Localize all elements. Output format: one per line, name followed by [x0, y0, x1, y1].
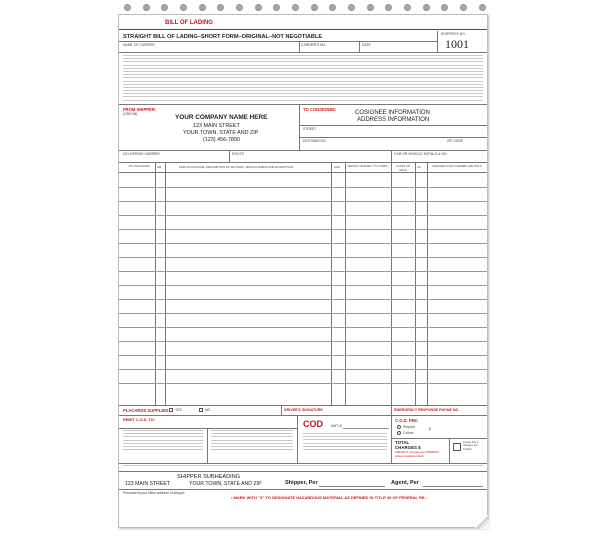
zip-code-label[interactable]: ZIP CODE	[447, 139, 463, 143]
form-title: STRAIGHT BILL OF LADING–SHORT FORM–ORIGINAL–NOT NEGOTIABLE	[123, 34, 323, 40]
emergency-phone-label[interactable]: EMERGENCY RESPONSE PHONE NO.	[394, 408, 460, 412]
cod-fee-prepaid[interactable]: Prepaid	[397, 425, 415, 429]
shipper-street: 123 MAIN STREET	[193, 123, 240, 129]
subheading-city: YOUR TOWN, STATE AND ZIP	[189, 481, 262, 487]
col-header-hm: HM	[157, 165, 162, 169]
placards-yes[interactable]: YES	[169, 408, 182, 412]
cod-amount-label[interactable]: AMT: $	[331, 424, 342, 428]
punch-hole	[161, 4, 168, 11]
punch-holes	[124, 4, 486, 14]
col-header-ck: CK	[417, 165, 421, 169]
shipper-phone: (123) 456-7890	[203, 137, 240, 143]
punch-hole	[385, 4, 392, 11]
punch-hole	[199, 4, 206, 11]
car-vehicle-label[interactable]: CAR OR VEHICLE INITIALS & NO.	[394, 152, 448, 156]
consignee-info-line1: COSIGNEE INFORMATION	[355, 110, 430, 116]
shipper-city: YOUR TOWN, STATE AND ZIP	[183, 130, 259, 136]
punch-hole	[255, 4, 262, 11]
placards-label: PLACARDS SUPPLIED	[123, 408, 169, 413]
punch-hole	[441, 4, 448, 11]
shippers-no-label: SHIPPER'S NO.	[441, 32, 466, 36]
table-row[interactable]	[119, 341, 487, 342]
punch-hole	[404, 4, 411, 11]
shipper-subheading: SHIPPER SUBHEADING	[177, 474, 241, 480]
shippers-number: 1001	[445, 37, 469, 51]
brand-rule	[119, 29, 487, 30]
freight-prepaid-note: FREIGHT charges are PREPAID unless marked collect.	[395, 450, 439, 458]
drivers-signature-label[interactable]: DRIVER'S SIGNATURE	[284, 408, 323, 412]
terms-fine-print	[123, 55, 483, 103]
table-row[interactable]	[119, 355, 487, 356]
shipper-company: YOUR COMPANY NAME HERE	[175, 114, 268, 121]
punch-hole	[180, 4, 187, 11]
shipment-note	[123, 430, 203, 452]
certification-text	[123, 465, 483, 468]
consignee-info-line2: ADDRESS INFORMATION	[357, 117, 430, 123]
punch-hole	[367, 4, 374, 11]
punch-hole	[460, 4, 467, 11]
col-header-chg: CHG	[334, 165, 341, 169]
table-row[interactable]	[119, 257, 487, 258]
freight-table[interactable]	[119, 162, 487, 405]
from-shipper-label: FROM SHIPPER:	[123, 107, 157, 112]
punch-hole	[329, 4, 336, 11]
route-label[interactable]: ROUTE	[232, 152, 244, 156]
permanent-address-label: Permanent post office address of shipper	[123, 491, 185, 495]
punch-hole	[143, 4, 150, 11]
col-header-weight: WEIGHT (SUBJECT TO CORR.)	[347, 164, 389, 168]
table-row[interactable]	[119, 313, 487, 314]
delivering-carrier-label[interactable]: DELIVERING CARRIER	[123, 152, 160, 156]
collect-charges-checkbox[interactable]	[453, 443, 461, 451]
punch-hole	[423, 4, 430, 11]
carriers-no-label[interactable]: CARRIER'S NO.	[301, 43, 327, 47]
agent-per-label[interactable]: Agent, Per	[391, 480, 419, 486]
yes-checkbox[interactable]	[169, 408, 173, 412]
punch-hole	[311, 4, 318, 11]
table-row[interactable]	[119, 271, 487, 272]
punch-hole	[348, 4, 355, 11]
table-row[interactable]	[119, 327, 487, 328]
punch-hole	[217, 4, 224, 11]
col-header-charges: CHARGES (FOR CARRIER USE ONLY)	[431, 164, 483, 168]
name-of-carrier-label[interactable]: NAME OF CARRIER	[123, 43, 155, 47]
punch-hole	[236, 4, 243, 11]
punch-hole	[479, 4, 486, 11]
subheading-street: 123 MAIN STREET	[125, 481, 170, 487]
shipper-per-label[interactable]: Shipper, Per	[285, 480, 318, 486]
declared-value-note	[211, 430, 293, 452]
cod-fee-label: C.O.D. FEE:	[395, 418, 419, 423]
date-label[interactable]: DATE	[362, 43, 371, 47]
table-row[interactable]	[119, 369, 487, 370]
consignee-street-label[interactable]: STREET	[303, 127, 317, 131]
collect-radio[interactable]	[397, 431, 401, 435]
table-row[interactable]	[119, 187, 487, 188]
remit-cod-label[interactable]: REMIT C.O.D. TO:	[123, 418, 155, 422]
prepaid-radio[interactable]	[397, 425, 401, 429]
table-row[interactable]	[119, 229, 487, 230]
form-brand: BILL OF LADING	[165, 20, 213, 26]
table-row[interactable]	[119, 201, 487, 202]
total-label: TOTAL	[395, 440, 410, 445]
bill-of-lading-form: BILL OF LADING STRAIGHT BILL OF LADING–SHORT FORM–ORIGINAL–NOT NEGOTIABLE SHIPPER'S NO. 1001 NAME OF CARRIER CARRIER'S NO. DATE FROM SHIPPER: (ORIGIN) YOUR COMPANY NAME HERE 123 MAIN STREET YOUR TOWN, STATE AND ZIP (123) 456-7890 TO CONSIGNEE: COSIGNEE INFORMATION ADDRESS INFORMATION STREET DESTINATION ZIP CODE DELIVERING CARRIER ROUTE CAR OR VEHICLE INITIALS & NO. NO. PACKAGES HM KIND OF PACKAGE, DESCRIPTION OF ARTICLES, SPECIAL MARKS AND EXCEPTIONS CHG WEIGHT (SUBJECT TO CORR.) CLASS OR RATE CK CHARGES (FOR CARRIER USE ONLY) PLACARDS SUPPLIED YES NO DRIVER'S SIGNATURE EMERGENCY RESPONSE PHONE NO. REMIT C.O.D. TO: COD AMT: $ C.O.D. FEE: Prepaid Collect $ TOTAL CHARGES $ FREIGHT charges are PREPAID unless marked collect. Check box if charges are Collect. SHIPPER SUBHEADING 123 MAIN STREET YOUR TOWN, STATE AND ZIP Shipper, Per Agent, Per Permanent post office address of shipper • MARK WITH "X" TO DESIGNATE HAZARDOUS MATERIAL AS DEFINED IN TITLE 49 OF FEDERAL RE...	[118, 14, 488, 528]
consignor-note	[303, 433, 387, 452]
col-header-packages: NO. PACKAGES	[128, 164, 150, 168]
hazmat-note: • MARK WITH "X" TO DESIGNATE HAZARDOUS MATERIAL AS DEFINED IN TITLE 49 OF FEDERAL RE...	[231, 495, 428, 500]
placards-no[interactable]: NO	[199, 408, 210, 412]
col-header-description: KIND OF PACKAGE, DESCRIPTION OF ARTICLES, SPECIAL MARKS AND EXCEPTIONS	[179, 165, 294, 169]
col-header-class: CLASS OR RATE	[395, 164, 411, 172]
table-row[interactable]	[119, 383, 487, 384]
page-curl	[475, 515, 489, 529]
origin-label: (ORIGIN)	[123, 112, 138, 116]
cod-fee-collect[interactable]: Collect	[397, 431, 413, 435]
total-charges-label[interactable]: CHARGES $	[395, 445, 421, 450]
table-row[interactable]	[119, 243, 487, 244]
table-row[interactable]	[119, 215, 487, 216]
to-consignee-label: TO CONSIGNEE:	[303, 107, 337, 112]
no-checkbox[interactable]	[199, 408, 203, 412]
check-box-note: Check box if charges are Collect.	[463, 440, 479, 451]
punch-hole	[292, 4, 299, 11]
cod-label: COD	[303, 419, 323, 429]
table-row[interactable]	[119, 285, 487, 286]
punch-hole	[124, 4, 131, 11]
destination-label[interactable]: DESTINATION	[303, 139, 326, 143]
table-row[interactable]	[119, 299, 487, 300]
punch-hole	[273, 4, 280, 11]
